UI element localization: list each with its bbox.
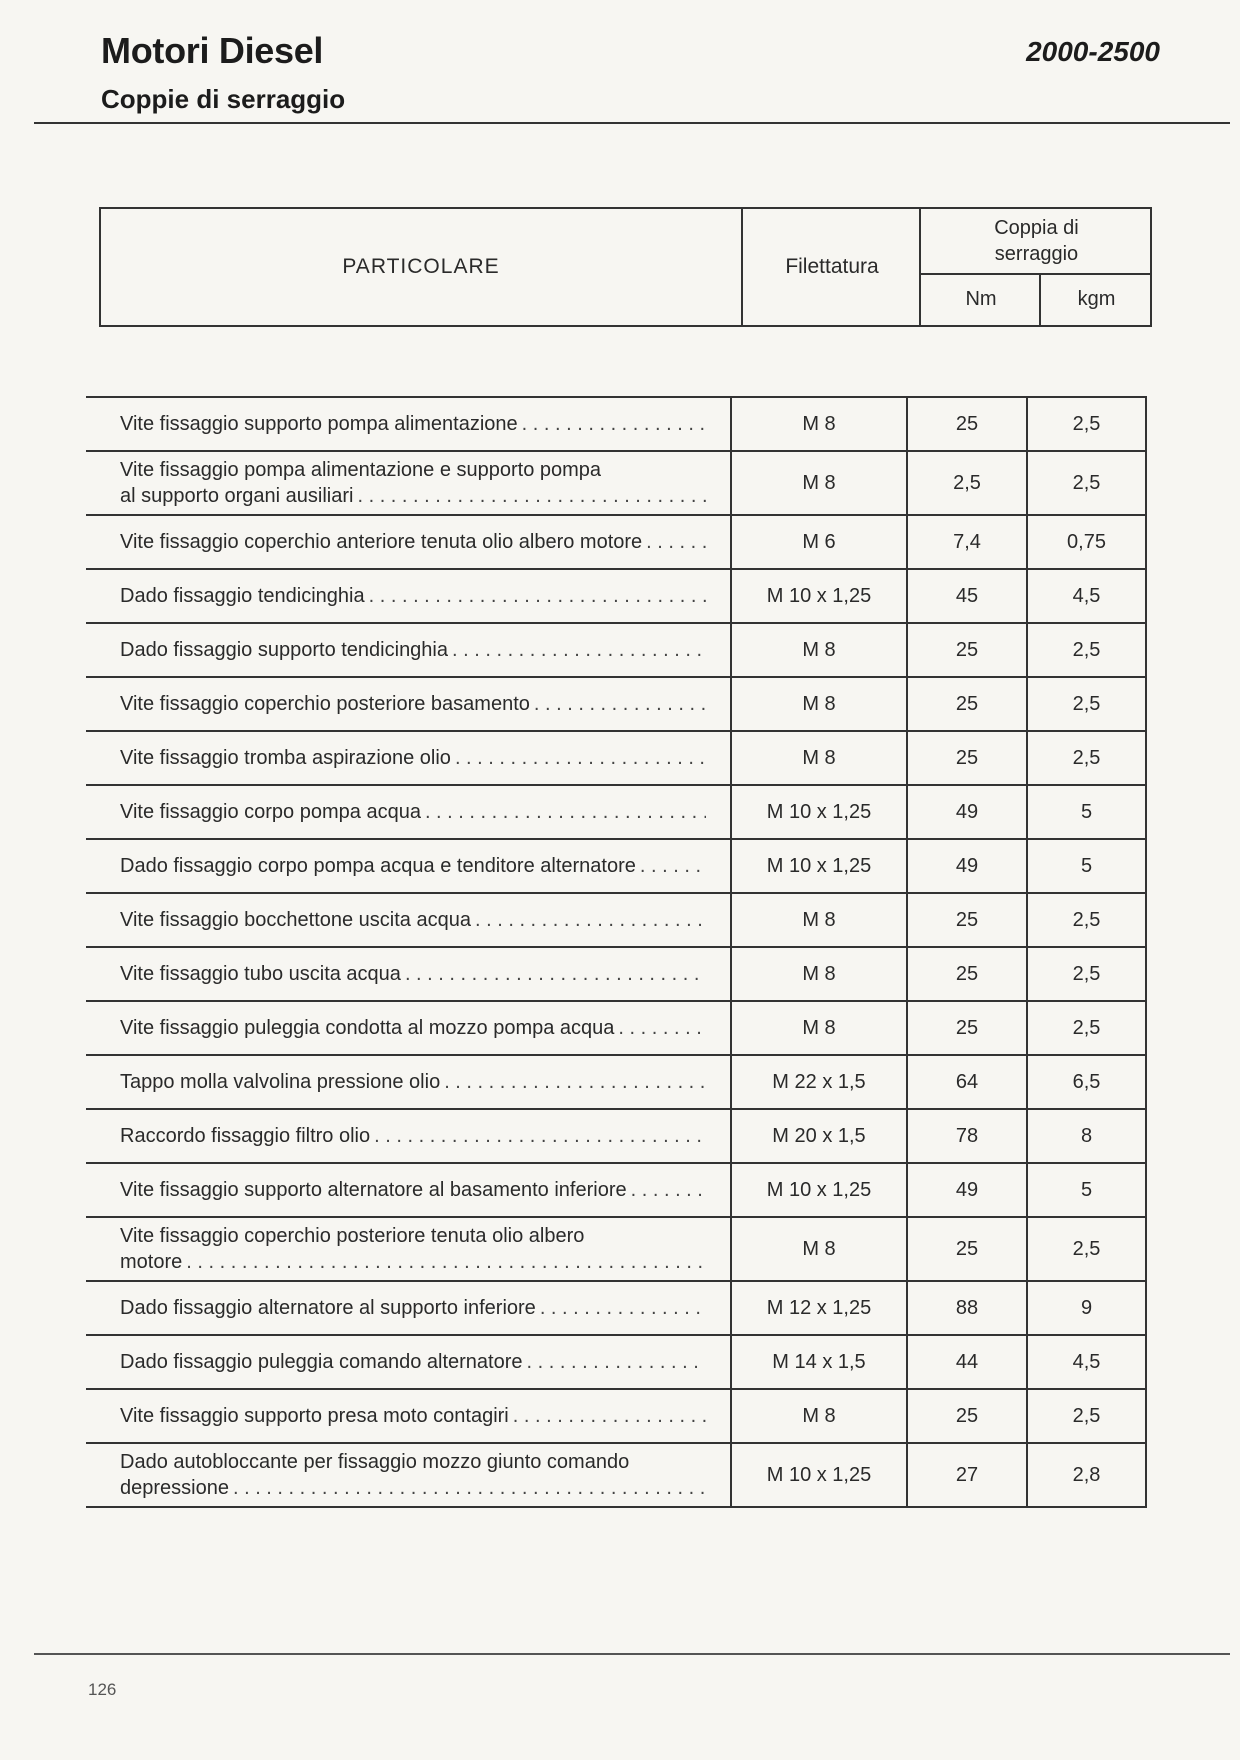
description: Vite fissaggio supporto alternatore al basamento inferiore: [120, 1179, 627, 1201]
column-header-filettatura: Filettatura: [741, 209, 921, 325]
description: Vite fissaggio supporto presa moto contagiri: [120, 1405, 509, 1427]
cell-kgm: 0,75: [1027, 515, 1146, 569]
table-row: [86, 397, 1146, 451]
cell-particolare: [86, 1443, 731, 1507]
cell-filettatura: M 8: [731, 623, 907, 677]
cell-nm: 25: [907, 1217, 1027, 1281]
cell-particolare: [86, 1055, 731, 1109]
cell-kgm: 2,5: [1027, 1001, 1146, 1055]
table-row: [86, 677, 1146, 731]
header-rule: [34, 122, 1230, 124]
dot-leader: [452, 637, 706, 663]
cell-filettatura: M 8: [731, 1217, 907, 1281]
description: Raccordo fissaggio filtro olio: [120, 1125, 371, 1147]
page-subtitle: Coppie di serraggio: [101, 84, 346, 114]
cell-filettatura: M 8: [731, 1001, 907, 1055]
cell-filettatura: M 22 x 1,5: [731, 1055, 907, 1109]
description: Dado fissaggio supporto tendicinghia: [120, 639, 448, 661]
cell-kgm: 2,5: [1027, 1389, 1146, 1443]
cell-particolare: [86, 1163, 731, 1217]
table-row: [86, 1001, 1146, 1055]
cell-filettatura: M 8: [731, 677, 907, 731]
table-row: [86, 1217, 1146, 1281]
cell-particolare: [86, 731, 731, 785]
cell-particolare: [86, 451, 731, 515]
cell-filettatura: M 10 x 1,25: [731, 1163, 907, 1217]
cell-kgm: 2,8: [1027, 1443, 1146, 1507]
description: Vite fissaggio corpo pompa acqua: [120, 801, 421, 823]
cell-filettatura: M 10 x 1,25: [731, 839, 907, 893]
cell-nm: 64: [907, 1055, 1027, 1109]
cell-nm: 2,5: [907, 451, 1027, 515]
cell-nm: 88: [907, 1281, 1027, 1335]
dot-leader: [405, 961, 706, 987]
dot-leader: [540, 1295, 706, 1321]
table-row: [86, 1055, 1146, 1109]
cell-nm: 45: [907, 569, 1027, 623]
table-header: [99, 207, 1152, 327]
cell-particolare: [86, 839, 731, 893]
cell-filettatura: M 8: [731, 893, 907, 947]
table-row: [86, 451, 1146, 515]
dot-leader: [631, 1177, 706, 1203]
cell-nm: 78: [907, 1109, 1027, 1163]
cell-particolare: [86, 569, 731, 623]
torque-table: [86, 396, 1147, 1508]
cell-filettatura: M 8: [731, 1389, 907, 1443]
table-row: [86, 1443, 1146, 1507]
page-number: 126: [88, 1680, 117, 1699]
cell-particolare: [86, 1335, 731, 1389]
cell-filettatura: M 10 x 1,25: [731, 569, 907, 623]
dot-leader: [522, 411, 706, 437]
cell-filettatura: M 8: [731, 397, 907, 451]
cell-kgm: 2,5: [1027, 397, 1146, 451]
table-row: [86, 947, 1146, 1001]
cell-nm: 25: [907, 893, 1027, 947]
cell-nm: 25: [907, 1389, 1027, 1443]
cell-nm: 7,4: [907, 515, 1027, 569]
cell-nm: 25: [907, 1001, 1027, 1055]
description: Dado fissaggio alternatore al supporto inferiore: [120, 1297, 536, 1319]
cell-particolare: [86, 397, 731, 451]
cell-nm: 25: [907, 623, 1027, 677]
table-row: [86, 1109, 1146, 1163]
cell-kgm: 8: [1027, 1109, 1146, 1163]
cell-filettatura: M 10 x 1,25: [731, 1443, 907, 1507]
cell-particolare: [86, 1109, 731, 1163]
column-header-coppia: [919, 209, 1152, 275]
cell-filettatura: M 14 x 1,5: [731, 1335, 907, 1389]
dot-leader: [374, 1123, 706, 1149]
cell-filettatura: M 10 x 1,25: [731, 785, 907, 839]
description-line-2: al supporto organi ausiliari: [120, 485, 354, 507]
dot-leader: [640, 853, 706, 879]
table-row: [86, 623, 1146, 677]
table-row: [86, 893, 1146, 947]
column-header-nm: Nm: [919, 273, 1041, 325]
cell-particolare: [86, 893, 731, 947]
dot-leader: [646, 529, 706, 555]
cell-filettatura: M 20 x 1,5: [731, 1109, 907, 1163]
table-row: [86, 1163, 1146, 1217]
cell-kgm: 9: [1027, 1281, 1146, 1335]
description-line-2: motore: [120, 1251, 183, 1273]
table-row: [86, 839, 1146, 893]
cell-particolare: [86, 677, 731, 731]
cell-kgm: 4,5: [1027, 1335, 1146, 1389]
dot-leader: [369, 583, 706, 609]
table-row: [86, 731, 1146, 785]
table-row: [86, 1389, 1146, 1443]
cell-kgm: 2,5: [1027, 731, 1146, 785]
cell-nm: 27: [907, 1443, 1027, 1507]
dot-leader: [618, 1015, 706, 1041]
cell-nm: 49: [907, 785, 1027, 839]
description: Tappo molla valvolina pressione olio: [120, 1071, 441, 1093]
description-line-2: depressione: [120, 1477, 229, 1499]
dot-leader: [527, 1349, 707, 1375]
table-row: [86, 1281, 1146, 1335]
cell-nm: 25: [907, 947, 1027, 1001]
cell-nm: 25: [907, 677, 1027, 731]
column-header-particolare: PARTICOLARE: [342, 255, 500, 278]
dot-leader: [475, 907, 706, 933]
cell-kgm: 5: [1027, 1163, 1146, 1217]
cell-kgm: 5: [1027, 839, 1146, 893]
table-row: [86, 515, 1146, 569]
dot-leader: [357, 483, 706, 509]
dot-leader: [513, 1403, 706, 1429]
cell-particolare: [86, 1281, 731, 1335]
description: Vite fissaggio tubo uscita acqua: [120, 963, 401, 985]
description: Vite fissaggio coperchio anteriore tenuta olio albero motore: [120, 531, 643, 553]
dot-leader: [455, 745, 706, 771]
cell-nm: 25: [907, 731, 1027, 785]
coppia-label: Coppia di serraggio: [994, 217, 1079, 265]
cell-filettatura: M 8: [731, 731, 907, 785]
cell-kgm: 5: [1027, 785, 1146, 839]
table-row: [86, 569, 1146, 623]
column-header-kgm: kgm: [1039, 273, 1152, 325]
dot-leader: [534, 691, 706, 717]
cell-particolare: [86, 1389, 731, 1443]
cell-nm: 49: [907, 1163, 1027, 1217]
torque-table-body: [86, 397, 1146, 1507]
cell-filettatura: M 6: [731, 515, 907, 569]
page-title: Motori Diesel: [101, 30, 324, 71]
description-line-1: Vite fissaggio coperchio posteriore tenuta olio albero: [120, 1225, 585, 1247]
dot-leader: [444, 1069, 706, 1095]
dot-leader: [233, 1475, 706, 1501]
dot-leader: [425, 799, 706, 825]
description: Vite fissaggio coperchio posteriore basamento: [120, 693, 530, 715]
cell-nm: 44: [907, 1335, 1027, 1389]
description: Vite fissaggio bocchettone uscita acqua: [120, 909, 471, 931]
description: Vite fissaggio tromba aspirazione olio: [120, 747, 451, 769]
cell-filettatura: M 8: [731, 947, 907, 1001]
cell-nm: 25: [907, 397, 1027, 451]
dot-leader: [186, 1249, 706, 1275]
description: Dado fissaggio corpo pompa acqua e tenditore alternatore: [120, 855, 636, 877]
description: Dado fissaggio tendicinghia: [120, 585, 365, 607]
cell-kgm: 6,5: [1027, 1055, 1146, 1109]
cell-kgm: 4,5: [1027, 569, 1146, 623]
cell-particolare: [86, 1217, 731, 1281]
engine-models: 2000-2500: [1026, 36, 1160, 67]
cell-particolare: [86, 1001, 731, 1055]
cell-nm: 49: [907, 839, 1027, 893]
cell-particolare: [86, 623, 731, 677]
cell-particolare: [86, 785, 731, 839]
cell-filettatura: M 8: [731, 451, 907, 515]
description-line-1: Dado autobloccante per fissaggio mozzo giunto comando: [120, 1451, 630, 1473]
footer-rule: [34, 1653, 1230, 1655]
table-row: [86, 785, 1146, 839]
table-row: [86, 1335, 1146, 1389]
cell-kgm: 2,5: [1027, 947, 1146, 1001]
cell-particolare: [86, 515, 731, 569]
description: Vite fissaggio puleggia condotta al mozzo pompa acqua: [120, 1017, 615, 1039]
cell-kgm: 2,5: [1027, 623, 1146, 677]
cell-kgm: 2,5: [1027, 893, 1146, 947]
cell-kgm: 2,5: [1027, 677, 1146, 731]
description: Dado fissaggio puleggia comando alternatore: [120, 1351, 523, 1373]
cell-kgm: 2,5: [1027, 1217, 1146, 1281]
description-line-1: Vite fissaggio pompa alimentazione e supporto pompa: [120, 459, 602, 481]
description: Vite fissaggio supporto pompa alimentazione: [120, 413, 518, 435]
cell-particolare: [86, 947, 731, 1001]
cell-kgm: 2,5: [1027, 451, 1146, 515]
cell-filettatura: M 12 x 1,25: [731, 1281, 907, 1335]
